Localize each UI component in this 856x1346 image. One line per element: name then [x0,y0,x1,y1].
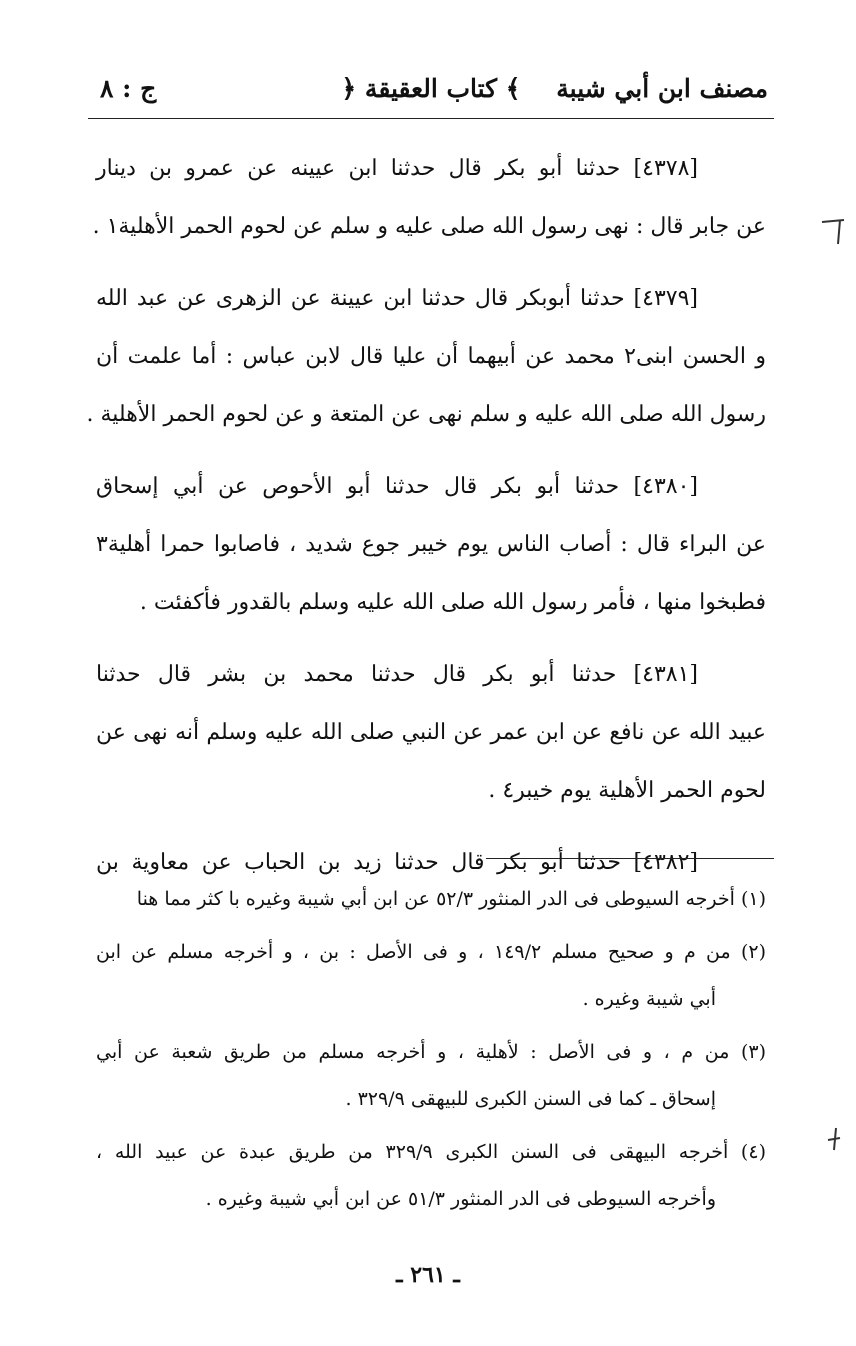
text-line: [٤٣٧٩] حدثنا أبوبكر قال حدثنا ابن عيينة عن الزهرى عن عبد الله [96,286,698,311]
volume-number: ج : ٨ [100,74,157,103]
page-number: ـ ٢٦١ ـ [396,1262,460,1288]
text-line: [٤٣٨١] حدثنا أبو بكر قال حدثنا محمد بن بشر قال حدثنا [96,662,698,687]
text-line: عبيد الله عن نافع عن ابن عمر عن النبي صلى الله عليه وسلم أنه نهى عن [96,720,766,745]
header-divider [88,118,774,119]
book-title: مصنف ابن أبي شيبة [556,74,768,103]
hadith-4378 [92,140,766,256]
footnote-2 [96,929,766,1023]
text-line: عن جابر قال : نهى رسول الله صلى عليه و سلم عن لحوم الحمر الأهلية١ . [92,214,766,239]
text-line: [٤٣٨٠] حدثنا أبو بكر قال حدثنا أبو الأحوص عن أبي إسحاق [96,474,698,499]
text-line: [٤٣٧٨] حدثنا أبو بكر قال حدثنا ابن عيينه عن عمرو بن دينار [96,156,698,181]
footnote-line: (٢) من م و صحيح مسلم ١٤٩/٢ ، و فى الأصل : بن ، و أخرجه مسلم عن ابن [96,941,766,963]
text-line: لحوم الحمر الأهلية يوم خيبر٤ . [488,778,766,803]
footnote-3 [96,1029,766,1123]
footnote-4 [96,1129,766,1223]
text-line: [٤٣٨٢] حدثنا أبو بكر قال حدثنا زيد بن الحباب عن معاوية بن [96,850,698,875]
hadith-4380 [96,458,766,632]
footnote-1 [96,876,766,923]
section-title: ﴿ كتاب العقيقة ﴾ [341,74,521,103]
margin-mark-icon [818,214,848,248]
footnote-line: (٤) أخرجه البيهقى فى السنن الكبرى ٣٢٩/٩ من طريق عبدة عن عبيد الله ، [96,1141,766,1163]
footnotes [96,876,766,1223]
text-line: و الحسن ابنى٢ محمد عن أبيهما أن عليا قال لابن عباس : أما علمت أن [96,344,766,369]
running-header [88,62,774,112]
hadith-4381 [96,646,766,820]
footnote-line: إسحاق ـ كما فى السنن الكبرى للبيهقى ٣٢٩/٩ . [345,1088,716,1110]
footnote-line: أبي شيبة وغيره . [582,988,716,1010]
footnote-line: (١) أخرجه السيوطى فى الدر المنثور ٥٢/٣ عن ابن أبي شيبة وغيره با كثر مما هنا [136,888,766,910]
text-line: عن البراء قال : أصاب الناس يوم خيبر جوع شديد ، فاصابوا حمرا أهلية٣ [96,532,766,557]
footnote-line: وأخرجه السيوطى فى الدر المنثور ٥١/٣ عن ابن أبي شيبة وغيره . [205,1188,716,1210]
margin-mark-icon [820,1124,846,1154]
hadith-4379 [86,270,766,444]
footnote-divider [486,858,774,859]
footnote-line: (٣) من م ، و فى الأصل : لأهلية ، و أخرجه مسلم من طريق شعبة عن أبي [96,1041,766,1063]
main-text [86,140,766,892]
text-line: فطبخوا منها ، فأمر رسول الله صلى الله عليه وسلم بالقدور فأكفئت . [139,590,766,615]
text-line: رسول الله صلى الله عليه و سلم نهى عن المتعة و عن لحوم الحمر الأهلية . [86,402,766,427]
